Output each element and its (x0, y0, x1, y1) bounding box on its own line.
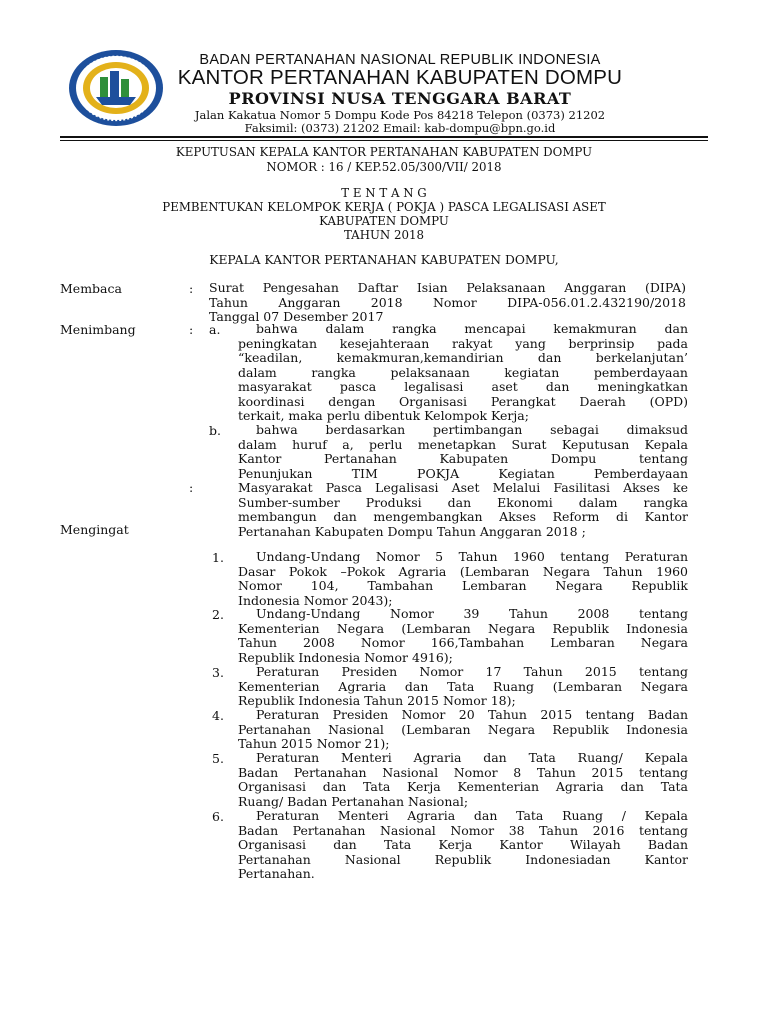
menimbang-line: Penunjukan TIM POKJA Kegiatan Pemberdayaan (238, 465, 688, 481)
mengingat-line: Peraturan Menteri Agraria dan Tata Ruang / Kepala (256, 808, 688, 823)
mengingat-item-6 (238, 809, 688, 882)
letterhead-rule-thin (60, 140, 708, 141)
menimbang-item-a (238, 322, 688, 424)
mengingat-line: Peraturan Menteri Agraria dan Tata Ruang/ Kepala (256, 750, 688, 765)
membaca-label: Membaca (60, 281, 122, 296)
mengingat-line: Republik Indonesia Nomor 4916); (238, 649, 453, 665)
membaca-text (209, 281, 686, 325)
mengingat-line: Peraturan Presiden Nomor 20 Tahun 2015 tentang Badan (256, 707, 688, 722)
office-fax-email: Faksimil: (0373) 21202 Email: kab-dompu@bpn.go.id (244, 121, 556, 135)
mengingat-item-marker: 6. (212, 809, 224, 824)
office-address: Jalan Kakatua Nomor 5 Dompu Kode Pos 84218 Telepon (0373) 21202 (194, 108, 606, 122)
mengingat-item-marker: 1. (212, 550, 224, 565)
mengingat-line: Pertanahan Nasional Republik Indonesiadan Kantor (238, 851, 688, 867)
menimbang-line: Pertanahan Kabupaten Dompu Tahun Anggaran 2018 ; (238, 523, 586, 539)
decree-subject-3: TAHUN 2018 (343, 228, 425, 242)
decree-number: NOMOR : 16 / KEP.52.05/300/VII/ 2018 (266, 160, 502, 174)
menimbang-line: membangun dan mengembangkan Akses Reform di Kantor (238, 509, 688, 524)
mengingat-item-1 (238, 550, 688, 608)
membaca-line: Tahun Anggaran 2018 Nomor DIPA-056.01.2.432190/2018 (209, 294, 686, 310)
mengingat-line: Badan Pertanahan Nasional Nomor 38 Tahun 2016 tentang (238, 822, 688, 838)
menimbang-line: koordinasi dengan Organisasi Perangkat Daerah (OPD) (238, 393, 688, 409)
menimbang-item-marker: a. (209, 322, 221, 337)
mengingat-line: Dasar Pokok –Pokok Agraria (Lembaran Negara Tahun 1960 (238, 563, 688, 579)
membaca-line: Surat Pengesahan Daftar Isian Pelaksanaan Anggaran (DIPA) (209, 280, 686, 295)
mengingat-item-2 (238, 607, 688, 665)
mengingat-item-marker: 4. (212, 708, 224, 723)
decree-subject-1: PEMBENTUKAN KELOMPOK KERJA ( POKJA ) PASCA LEGALISASI ASET (162, 200, 606, 214)
province-name: PROVINSI NUSA TENGGARA BARAT (228, 89, 572, 108)
mengingat-item-marker: 2. (212, 607, 224, 622)
menimbang-colon: : (189, 322, 194, 337)
mengingat-line: Organisasi dan Tata Kerja Kementerian Agraria dan Tata (238, 779, 688, 794)
mengingat-line: Indonesia Nomor 2043); (238, 592, 393, 608)
mengingat-item-marker: 5. (212, 751, 224, 766)
decree-tentang: T E N T A N G (341, 186, 427, 200)
menimbang-line: “keadilan, kemakmuran,kemandirian dan berkelanjutan’ (238, 350, 688, 365)
menimbang-line: bahwa dalam rangka mencapai kemakmuran dan (256, 321, 688, 336)
mengingat-line: Organisasi dan Tata Kerja Kantor Wilayah Badan (238, 837, 688, 852)
menimbang-line: Masyarakat Pasca Legalisasi Aset Melalui Fasilitasi Akses ke (238, 480, 688, 495)
menimbang-line: bahwa berdasarkan pertimbangan sebagai dimaksud (256, 422, 688, 437)
decree-subject-2: KABUPATEN DOMPU (319, 214, 449, 228)
mengingat-line: Republik Indonesia Tahun 2015 Nomor 18); (238, 693, 516, 708)
bpn-emblem-icon (66, 47, 166, 129)
decree-title: KEPUTUSAN KEPALA KANTOR PERTANAHAN KABUPATEN DOMPU (175, 145, 593, 159)
mengingat-line: Badan Pertanahan Nasional Nomor 8 Tahun 2015 tentang (238, 764, 688, 780)
membaca-line: Tanggal 07 Desember 2017 (209, 309, 384, 324)
menimbang-colon: : (189, 480, 194, 495)
mengingat-line: Pertanahan Nasional (Lembaran Negara Republik Indonesia (238, 721, 688, 737)
office-name: KANTOR PERTANAHAN KABUPATEN DOMPU (177, 66, 623, 89)
menimbang-line: terkait, maka perlu dibentuk Kelompok Kerja; (238, 408, 529, 423)
menimbang-item-b (238, 423, 688, 539)
decree-head: KEPALA KANTOR PERTANAHAN KABUPATEN DOMPU, (209, 253, 559, 267)
membaca-colon: : (189, 281, 194, 296)
mengingat-line: Undang-Undang Nomor 5 Tahun 1960 tentang Peraturan (256, 549, 688, 564)
mengingat-line: Peraturan Presiden Nomor 17 Tahun 2015 tentang (256, 664, 688, 679)
menimbang-line: dalam huruf a, perlu menetapkan Surat Keputusan Kepala (238, 436, 688, 452)
mengingat-line: Kementerian Agraria dan Tata Ruang (Lembaran Negara (238, 678, 688, 694)
mengingat-line: Tahun 2008 Nomor 166,Tambahan Lembaran Negara (238, 635, 688, 650)
mengingat-line: Undang-Undang Nomor 39 Tahun 2008 tentang (256, 606, 688, 621)
agency-name: BADAN PERTANAHAN NASIONAL REPUBLIK INDONESIA (199, 52, 601, 68)
mengingat-item-5 (238, 751, 688, 809)
menimbang-line: dalam rangka pelaksanaan kegiatan pemberdayaan (238, 364, 688, 380)
mengingat-item-4 (238, 708, 688, 752)
menimbang-label: Menimbang (60, 322, 136, 337)
menimbang-line: masyarakat pasca legalisasi aset dan meningkatkan (238, 379, 688, 394)
menimbang-line: Kantor Pertanahan Kabupaten Dompu tentang (238, 451, 688, 466)
mengingat-item-marker: 3. (212, 665, 224, 680)
letterhead-rule-thick (60, 136, 708, 138)
mengingat-line: Tahun 2015 Nomor 21); (238, 736, 390, 751)
mengingat-label: Mengingat (60, 522, 129, 537)
mengingat-line: Nomor 104, Tambahan Lembaran Negara Republik (238, 578, 688, 593)
mengingat-line: Pertanahan. (238, 866, 315, 881)
menimbang-item-marker: b. (209, 423, 221, 438)
mengingat-line: Kementerian Negara (Lembaran Negara Republik Indonesia (238, 620, 688, 636)
mengingat-line: Ruang/ Badan Pertanahan Nasional; (238, 793, 469, 809)
menimbang-line: Sumber-sumber Produksi dan Ekonomi dalam rangka (238, 494, 688, 510)
mengingat-item-3 (238, 665, 688, 709)
menimbang-line: peningkatan kesejahteraan rakyat yang berprinsip pada (238, 335, 688, 351)
